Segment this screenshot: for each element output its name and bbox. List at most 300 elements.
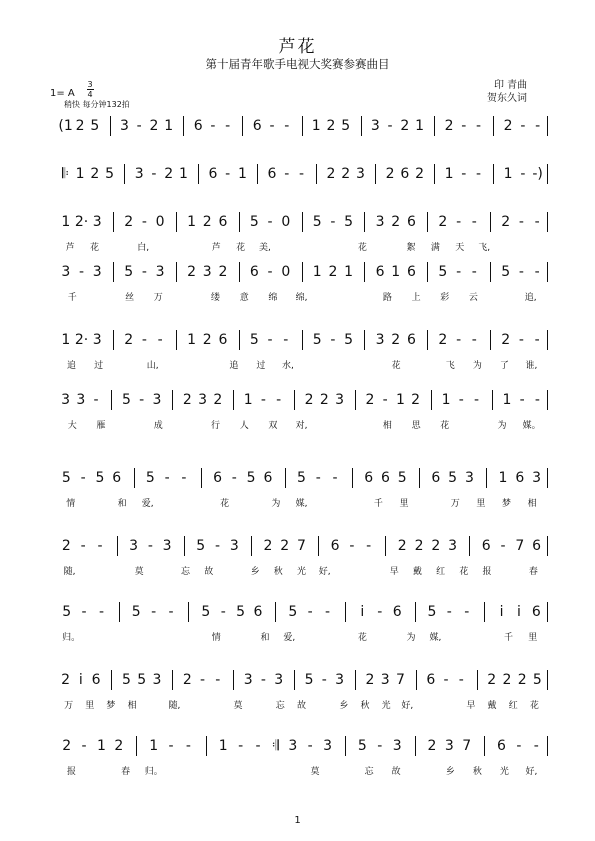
- song-title: 芦花: [278, 37, 317, 57]
- note: 3: [92, 264, 102, 280]
- note: -: [168, 738, 174, 754]
- barline: [124, 164, 125, 184]
- lyric-syllable: 秋: [273, 567, 283, 577]
- lyric-syllable: 莫: [310, 767, 320, 777]
- note: -: [366, 538, 372, 554]
- note: 5: [95, 470, 105, 486]
- note: -: [255, 738, 261, 754]
- note: 6: [267, 166, 277, 182]
- barline: [434, 164, 435, 184]
- composer-credit: 印 青曲: [494, 80, 528, 91]
- note: -: [330, 332, 336, 348]
- barline-end: [547, 212, 548, 232]
- note: 5: [427, 604, 437, 620]
- note: 1: [97, 738, 106, 754]
- lyric-syllable: 情: [211, 633, 221, 643]
- note: -: [210, 118, 216, 134]
- note: -: [168, 604, 174, 620]
- note: 0: [281, 214, 291, 230]
- note: 2: [438, 214, 448, 230]
- lyric-syllable: 千: [67, 293, 77, 303]
- note: -: [519, 392, 525, 408]
- barline: [188, 602, 189, 622]
- lyric-syllable: 意: [239, 293, 249, 303]
- note: 2: [503, 118, 513, 134]
- barline: [239, 330, 240, 350]
- note: -: [332, 470, 338, 486]
- lyric-syllable: 相: [127, 701, 137, 711]
- note: -: [456, 332, 462, 348]
- lyric-syllable: 归。: [144, 767, 163, 777]
- note: -: [151, 166, 157, 182]
- lyric-syllable: 秋: [360, 701, 370, 711]
- note: -: [80, 538, 86, 554]
- note: 2: [124, 332, 134, 348]
- barline: [484, 602, 485, 622]
- note: 6: [91, 672, 101, 688]
- note: 1: [498, 470, 508, 486]
- song-subtitle: 第十届青年歌手电视大奖赛参赛曲目: [205, 57, 390, 71]
- note: -: [307, 604, 313, 620]
- note: -: [500, 538, 506, 554]
- note: 2: [75, 118, 85, 134]
- note: -: [147, 538, 153, 554]
- note: 2: [365, 672, 375, 688]
- lyric-syllable: 为: [472, 361, 482, 371]
- barline: [184, 536, 185, 556]
- time-signature-denominator: 4: [87, 90, 93, 99]
- note: 𝄆: [61, 166, 69, 182]
- note: 6: [213, 470, 222, 486]
- note: 3: [162, 538, 172, 554]
- lyric-syllable: 忘: [275, 701, 285, 711]
- note: -: [516, 738, 522, 754]
- lyric-syllable: 美,: [259, 243, 271, 253]
- barline: [136, 736, 137, 756]
- note: 6: [252, 118, 262, 134]
- note: -: [349, 538, 355, 554]
- note: -: [238, 738, 244, 754]
- barline: [434, 116, 435, 136]
- note: 2: [202, 332, 212, 348]
- note: 5: [532, 672, 542, 688]
- note: 3: [152, 392, 162, 408]
- note: 2: [414, 538, 424, 554]
- note: 5: [246, 470, 256, 486]
- note: 2: [397, 538, 407, 554]
- lyric-syllable: 好,: [401, 701, 414, 711]
- barline: [364, 330, 365, 350]
- note: 1: [61, 332, 71, 348]
- note: i: [78, 672, 83, 688]
- note: 7: [515, 538, 525, 554]
- lyric-syllable: 追: [229, 361, 239, 371]
- note: -: [215, 672, 221, 688]
- note: (1: [58, 118, 73, 134]
- barline-end: [547, 536, 548, 556]
- note: 6: [400, 166, 410, 182]
- lyric-syllable: 故: [391, 767, 401, 777]
- note: 2: [341, 166, 351, 182]
- note: 2: [517, 672, 527, 688]
- note: 3: [288, 738, 298, 754]
- time-signature-numerator: 3: [87, 80, 93, 89]
- note: -: [456, 264, 462, 280]
- barline: [302, 262, 303, 282]
- note: 1: [395, 392, 405, 408]
- note: -: [267, 214, 273, 230]
- barline: [111, 390, 112, 410]
- note: -: [139, 392, 145, 408]
- lyric-syllable: 万: [153, 293, 163, 303]
- note: 6: [330, 538, 340, 554]
- lyric-syllable: 早: [466, 701, 476, 711]
- note: -: [185, 738, 191, 754]
- note: -: [520, 118, 526, 134]
- note: 3: [323, 738, 333, 754]
- lyric-syllable: 绵,: [295, 293, 308, 303]
- note: -: [81, 604, 87, 620]
- note: 5: [137, 672, 147, 688]
- note: 2: [415, 166, 424, 182]
- barline-end: [547, 116, 548, 136]
- barline: [385, 536, 386, 556]
- note: 1: [178, 166, 188, 182]
- lyric-syllable: 天: [455, 243, 465, 253]
- lyric-syllable: 花: [236, 243, 246, 253]
- note: 3: [448, 538, 458, 554]
- lyric-syllable: 花: [90, 243, 100, 253]
- note: 3: [375, 214, 385, 230]
- barline: [375, 164, 376, 184]
- note: 2: [431, 538, 441, 554]
- note: 3: [152, 672, 162, 688]
- barline: [242, 116, 243, 136]
- note: 2: [164, 166, 174, 182]
- note: 6: [497, 738, 506, 754]
- note: 5: [236, 604, 246, 620]
- note: -: [520, 166, 526, 182]
- barline: [239, 212, 240, 232]
- note: -: [473, 392, 480, 408]
- barline: [415, 736, 416, 756]
- note: 2: [90, 166, 100, 182]
- note: 2: [365, 392, 375, 408]
- barline: [477, 670, 478, 690]
- note: -: [534, 332, 540, 348]
- lyric-syllable: 相: [527, 499, 537, 509]
- note: -: [215, 538, 221, 554]
- note: -: [269, 118, 275, 134]
- note: 2: [502, 672, 512, 688]
- note: 6: [375, 264, 385, 280]
- lyric-syllable: 爱,: [141, 499, 154, 509]
- note: 1: [164, 118, 174, 134]
- barline: [486, 468, 487, 488]
- lyric-syllable: 里: [476, 499, 486, 509]
- note: 3: [76, 392, 86, 408]
- note: 5: [124, 264, 134, 280]
- lyric-syllable: 彩: [440, 293, 450, 303]
- barline: [318, 536, 319, 556]
- barline: [364, 262, 365, 282]
- note: -: [461, 118, 467, 134]
- lyric-syllable: 媒,: [295, 499, 308, 509]
- barline: [113, 212, 114, 232]
- lyric-syllable: 和: [117, 499, 127, 509]
- note: 1: [344, 264, 354, 280]
- lyric-syllable: 梦: [106, 701, 116, 711]
- note: 2: [263, 538, 273, 554]
- note: 6: [263, 470, 273, 486]
- note: -: [534, 392, 540, 408]
- lyric-syllable: 红: [508, 701, 518, 711]
- note: -: [518, 332, 524, 348]
- note: -: [533, 738, 539, 754]
- note: 6: [380, 470, 390, 486]
- note: -: [330, 214, 336, 230]
- note: 5: [196, 538, 206, 554]
- note: 5: [201, 604, 211, 620]
- note: -: [200, 672, 206, 688]
- lyric-syllable: 花: [529, 701, 539, 711]
- note: -: [141, 214, 147, 230]
- lyric-syllable: 千: [373, 499, 383, 509]
- note: 6: [208, 166, 218, 182]
- note: 5: [312, 214, 322, 230]
- note: 3: [92, 332, 102, 348]
- note: -: [225, 118, 231, 134]
- note: 2: [391, 214, 401, 230]
- note: 6: [392, 604, 402, 620]
- note: 2: [385, 166, 395, 182]
- note: 3: [198, 392, 208, 408]
- note: 1: [415, 118, 424, 134]
- barline: [415, 602, 416, 622]
- note: 2: [411, 392, 421, 408]
- note: 5: [297, 470, 306, 486]
- lyric-syllable: 光: [499, 767, 509, 777]
- note: -: [518, 264, 524, 280]
- note: 3: [392, 738, 402, 754]
- lyric-syllable: 戴: [412, 567, 422, 577]
- note: 5: [397, 470, 407, 486]
- note: 6: [193, 118, 203, 134]
- lyric-syllable: 和: [260, 633, 270, 643]
- note: 3: [464, 470, 474, 486]
- barline: [492, 390, 493, 410]
- note: 6: [431, 470, 441, 486]
- lyric-syllable: 丝: [125, 293, 135, 303]
- note: 1: [61, 214, 71, 230]
- note: 6: [249, 264, 259, 280]
- note: 5: [249, 214, 259, 230]
- note: -: [458, 672, 464, 688]
- barline-end: [547, 670, 548, 690]
- barline: [302, 116, 303, 136]
- note: 6: [515, 470, 525, 486]
- note: 5: [357, 738, 367, 754]
- barline: [183, 116, 184, 136]
- lyric-syllable: 春: [121, 767, 131, 777]
- barline: [239, 262, 240, 282]
- note: -: [443, 672, 449, 688]
- note: i: [516, 604, 521, 620]
- lyric-syllable: 千: [503, 633, 513, 643]
- note: 5: [448, 470, 458, 486]
- note: -: [141, 264, 147, 280]
- note: 3: [335, 392, 344, 408]
- barline: [419, 468, 420, 488]
- lyric-syllable: 媒。: [522, 421, 541, 431]
- note: 1: [391, 264, 401, 280]
- barline: [176, 212, 177, 232]
- lyric-syllable: 忘: [181, 567, 191, 577]
- lyric-syllable: 故: [204, 567, 214, 577]
- lyric-syllable: 红: [436, 567, 446, 577]
- note: -: [80, 470, 86, 486]
- note: 6: [406, 264, 416, 280]
- lyric-syllable: 云: [468, 293, 478, 303]
- lyric-syllable: 里: [399, 499, 409, 509]
- barline: [111, 670, 112, 690]
- note: 3: [274, 672, 284, 688]
- note: -: [325, 604, 331, 620]
- lyric-syllable: 上: [411, 293, 421, 303]
- note: 3: [92, 214, 102, 230]
- lyric-syllable: 芦: [65, 243, 75, 253]
- note: 2: [124, 214, 134, 230]
- lyric-syllable: 乡: [250, 567, 260, 577]
- barline: [416, 670, 417, 690]
- note: -: [220, 604, 226, 620]
- note: 6: [406, 332, 416, 348]
- barline: [176, 330, 177, 350]
- note: -: [298, 166, 305, 182]
- note: 1: [218, 738, 228, 754]
- note: 6: [532, 538, 542, 554]
- lyric-syllable: 成: [153, 421, 163, 431]
- note: 2: [438, 332, 448, 348]
- lyric-syllable: 报: [67, 767, 77, 777]
- barline: [364, 212, 365, 232]
- note: 6: [406, 214, 416, 230]
- note: 0: [155, 214, 165, 230]
- note: 2·: [74, 214, 89, 230]
- note: 5: [131, 604, 141, 620]
- barline: [257, 164, 258, 184]
- barline: [172, 670, 173, 690]
- barline: [427, 212, 428, 232]
- lyric-syllable: 花: [220, 499, 230, 509]
- note: -: [81, 738, 87, 754]
- lyric-syllable: 绵: [268, 293, 278, 303]
- note: 3: [356, 166, 365, 182]
- note: 2: [149, 118, 159, 134]
- note: 3: [119, 118, 129, 134]
- note: -: [464, 604, 470, 620]
- barline-end: [547, 602, 548, 622]
- note: -: [456, 214, 462, 230]
- barline: [113, 262, 114, 282]
- lyric-syllable: 芦: [211, 243, 221, 253]
- lyric-syllable: 大: [67, 421, 77, 431]
- note: 0: [281, 264, 291, 280]
- barline-end: [547, 262, 548, 282]
- lyric-syllable: 谁,: [525, 361, 538, 371]
- note: 6: [218, 332, 228, 348]
- barline: [302, 330, 303, 350]
- note: 1: [441, 392, 451, 408]
- note: -: [98, 604, 104, 620]
- lyric-syllable: 追,: [524, 293, 537, 303]
- note: 1: [311, 118, 321, 134]
- note: 6: [253, 604, 263, 620]
- note: 2: [427, 738, 437, 754]
- note: -: [260, 392, 266, 408]
- note: 1: [75, 166, 85, 182]
- barline: [233, 670, 234, 690]
- lyric-syllable: 光: [296, 567, 306, 577]
- barline: [110, 116, 111, 136]
- note: 2: [182, 392, 192, 408]
- note: 5: [145, 470, 155, 486]
- note: 1: [444, 166, 454, 182]
- note: -: [377, 604, 383, 620]
- lyric-syllable: 双: [268, 421, 278, 431]
- lyric-syllable: 媒,: [429, 633, 442, 643]
- barline: [294, 390, 295, 410]
- note: 2: [187, 264, 196, 280]
- barline: [490, 262, 491, 282]
- lyric-syllable: 归。: [62, 633, 81, 643]
- lyric-syllable: 随,: [168, 701, 181, 711]
- lyric-syllable: 为: [271, 499, 281, 509]
- barline: [294, 670, 295, 690]
- time-signature: [86, 80, 94, 99]
- note: -: [518, 214, 524, 230]
- barline: [198, 164, 199, 184]
- note: 5: [249, 332, 259, 348]
- barline: [113, 330, 114, 350]
- note: i: [499, 604, 504, 620]
- lyric-syllable: 戴: [487, 701, 497, 711]
- note: -: [382, 392, 388, 408]
- note: -: [534, 214, 540, 230]
- barline: [345, 736, 346, 756]
- lyric-syllable: 路: [382, 293, 392, 303]
- note: 3: [444, 738, 454, 754]
- lyric-syllable: 白,: [137, 243, 150, 253]
- note: -: [471, 332, 477, 348]
- barline-end: [547, 468, 548, 488]
- note: -: [283, 332, 289, 348]
- note: 7: [462, 738, 472, 754]
- note: 2: [304, 392, 314, 408]
- note: 2: [114, 738, 124, 754]
- note: 1: [503, 166, 513, 182]
- note: -: [79, 264, 85, 280]
- note: 3: [229, 538, 239, 554]
- lyric-syllable: 飞: [445, 361, 455, 371]
- barline: [119, 602, 120, 622]
- note: -: [471, 214, 477, 230]
- lyric-syllable: 春: [528, 567, 538, 577]
- note: 5: [90, 118, 100, 134]
- note: 5: [344, 332, 354, 348]
- note: 2: [326, 118, 336, 134]
- barline: [233, 390, 234, 410]
